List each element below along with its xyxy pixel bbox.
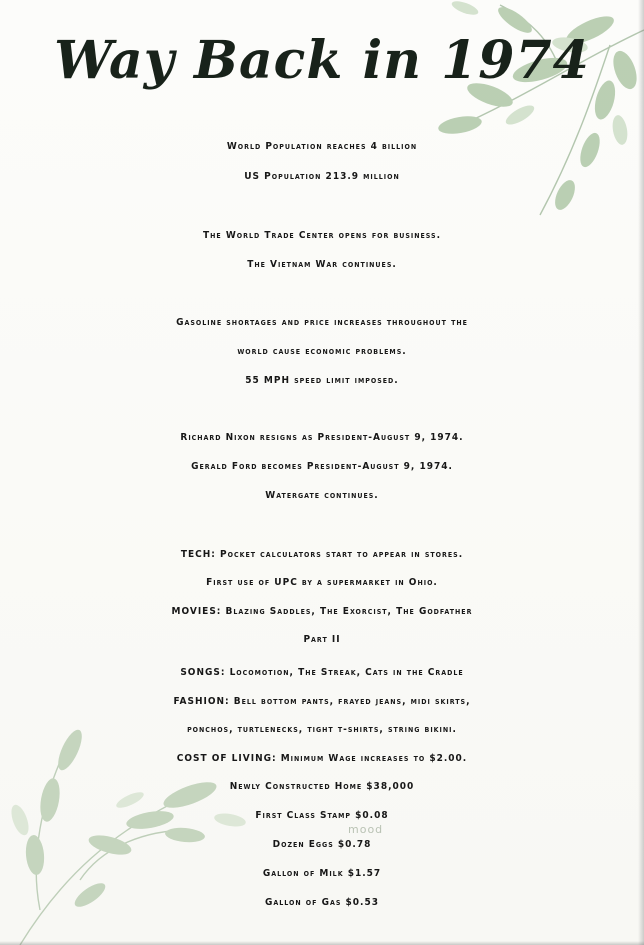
fact-line: Gerald Ford becomes President-August 9, 1974. (191, 461, 453, 472)
fact-line: World Population reaches 4 billion (226, 141, 418, 152)
page-edge-right (638, 0, 644, 945)
fact-line: Richard Nixon resigns as President-August 9, 1974. (180, 432, 464, 443)
fact-line: The World Trade Center opens for business. (202, 230, 441, 241)
fact-line: SONGS: Locomotion, The Streak, Cats in the Cradle (180, 667, 464, 678)
fact-line: Dozen Eggs $0.78 (272, 839, 372, 850)
fact-line: COST OF LIVING: Minimum Wage increases to $2.00. (176, 753, 468, 764)
fact-line: 55 MPH speed limit imposed. (245, 375, 399, 386)
fact-line: Part II (303, 634, 341, 645)
fact-line: The Vietnam War continues. (247, 259, 397, 270)
fact-line: world cause economic problems. (237, 346, 407, 357)
fact-line: US Population 213.9 million (244, 171, 400, 182)
fact-line: ponchos, turtlenecks, tight t-shirts, string bikini. (187, 724, 457, 735)
fact-line: FASHION: Bell bottom pants, frayed jeans, midi skirts, (173, 696, 471, 707)
fact-line: Watergate continues. (265, 490, 379, 501)
fact-line: Gallon of Milk $1.57 (262, 868, 382, 879)
fact-line: MOVIES: Blazing Saddles, The Exorcist, The Godfather (171, 606, 473, 617)
page-edge-bottom (0, 941, 644, 945)
fact-line: TECH: Pocket calculators start to appear in stores. (180, 549, 464, 560)
fact-line: First Class Stamp $0.08 (255, 810, 389, 821)
fact-line: Gasoline shortages and price increases throughout the (176, 317, 468, 328)
fact-line: Newly Constructed Home $38,000 (229, 781, 415, 792)
watermark-text: mood (348, 823, 384, 836)
fact-line: First use of UPC by a supermarket in Ohio. (206, 577, 438, 588)
fact-line: Gallon of Gas $0.53 (265, 897, 379, 908)
page-title: Way Back in 1974 (54, 30, 590, 91)
